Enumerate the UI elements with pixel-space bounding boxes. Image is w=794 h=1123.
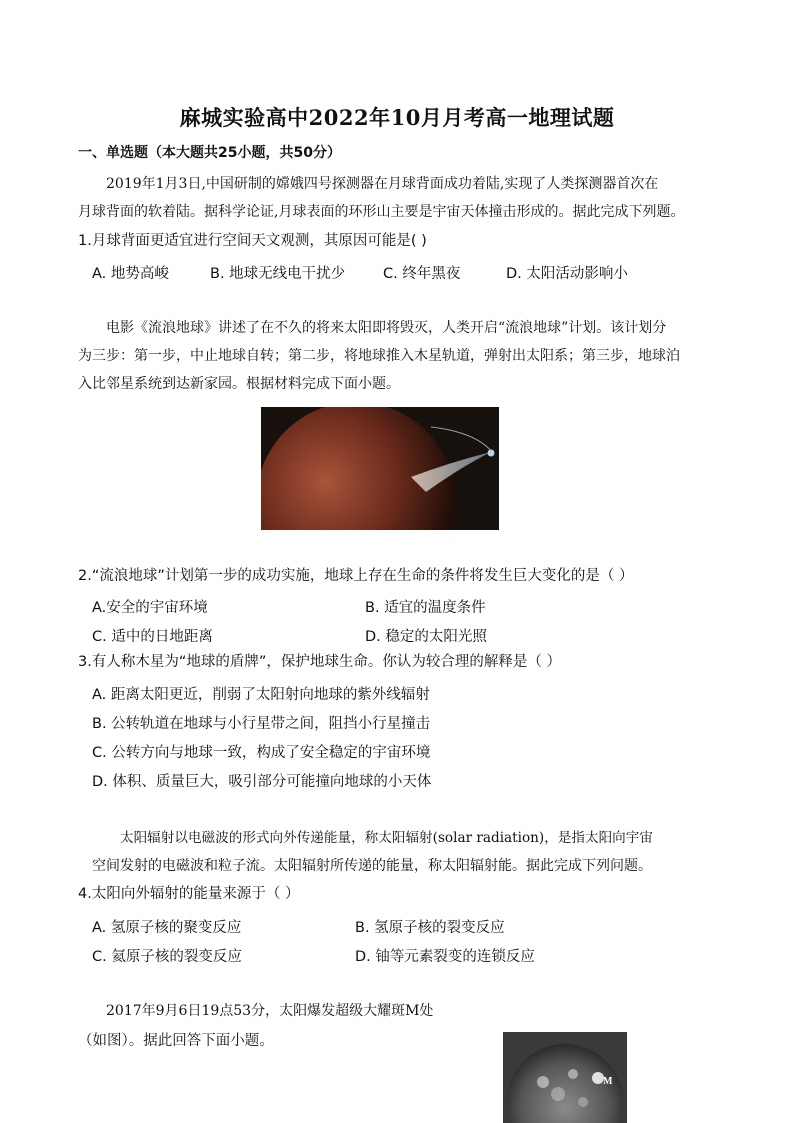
q2-stem: 2.“流浪地球”计划第一步的成功实施，地球上存在生命的条件将发生巨大变化的是（ ） <box>78 568 634 584</box>
q1-option-d[interactable]: D. 太阳活动影响小 <box>506 266 628 282</box>
q3-option-a[interactable]: A. 距离太阳更近，削弱了太阳射向地球的紫外线辐射 <box>92 687 430 703</box>
material3-line1: 太阳辐射以电磁波的形式向外传递能量，称太阳辐射(solar radiation)，是指太阳向宇宙 <box>120 830 653 846</box>
exam-title: 麻城实验高中2022年10月月考高一地理试题 <box>179 105 615 130</box>
wandering-earth-image <box>261 407 499 530</box>
solar-flare-image <box>503 1032 627 1123</box>
material2-line1: 电影《流浪地球》讲述了在不久的将来太阳即将毁灭，人类开启“流浪地球”计划。该计划分 <box>106 320 667 336</box>
material4-line1: 2017年9月6日19点53分，太阳爆发超级大耀斑M处 <box>106 1003 434 1019</box>
q3-option-d[interactable]: D. 体积、质量巨大，吸引部分可能撞向地球的小天体 <box>92 774 432 790</box>
planet-illustration <box>261 407 499 530</box>
q1-option-b[interactable]: B. 地球无线电干扰少 <box>210 266 346 282</box>
q4-option-a[interactable]: A. 氢原子核的聚变反应 <box>92 920 242 936</box>
material3-line2: 空间发射的电磁波和粒子流。太阳辐射所传递的能量，称太阳辐射能。据此完成下列问题。 <box>92 858 652 874</box>
sun-flare-label: M <box>603 1076 613 1087</box>
material1-line1: 2019年1月3日,中国研制的嫦娥四号探测器在月球背面成功着陆,实现了人类探测器首次在 <box>106 176 659 192</box>
q4-option-c[interactable]: C. 氦原子核的裂变反应 <box>92 949 242 965</box>
q2-option-d[interactable]: D. 稳定的太阳光照 <box>365 629 487 645</box>
material2-line2: 为三步：第一步，中止地球自转；第二步，将地球推入木星轨道，弹射出太阳系；第三步，地球泊 <box>78 348 680 364</box>
q4-stem: 4.太阳向外辐射的能量来源于（ ） <box>78 886 300 902</box>
q3-option-b[interactable]: B. 公转轨道在地球与小行星带之间，阻挡小行星撞击 <box>92 716 431 732</box>
q1-option-a[interactable]: A. 地势高峻 <box>92 266 169 282</box>
q2-option-a[interactable]: A.安全的宇宙环境 <box>92 600 208 616</box>
q3-option-c[interactable]: C. 公转方向与地球一致，构成了安全稳定的宇宙环境 <box>92 745 431 761</box>
q4-option-d[interactable]: D. 铀等元素裂变的连锁反应 <box>355 949 535 965</box>
material4-line2: （如图）。据此回答下面小题。 <box>78 1033 274 1049</box>
q2-option-b[interactable]: B. 适宜的温度条件 <box>365 600 486 616</box>
q3-stem: 3.有人称木星为“地球的盾牌”，保护地球生命。你认为较合理的解释是（ ） <box>78 654 561 670</box>
q4-option-b[interactable]: B. 氢原子核的裂变反应 <box>355 920 505 936</box>
material1-line2: 月球背面的软着陆。据科学论证,月球表面的环形山主要是宇宙天体撞击形成的。据此完成下列题。 <box>78 204 685 220</box>
q1-option-c[interactable]: C. 终年黑夜 <box>383 266 461 282</box>
q1-stem: 1.月球背面更适宜进行空间天文观测，其原因可能是( ) <box>78 233 427 249</box>
sun-illustration <box>503 1032 627 1123</box>
section-heading: 一、单选题（本大题共25小题，共50分） <box>78 145 341 161</box>
material2-line3: 入比邻星系统到达新家园。根据材料完成下面小题。 <box>78 376 400 392</box>
q2-option-c[interactable]: C. 适中的日地距离 <box>92 629 213 645</box>
